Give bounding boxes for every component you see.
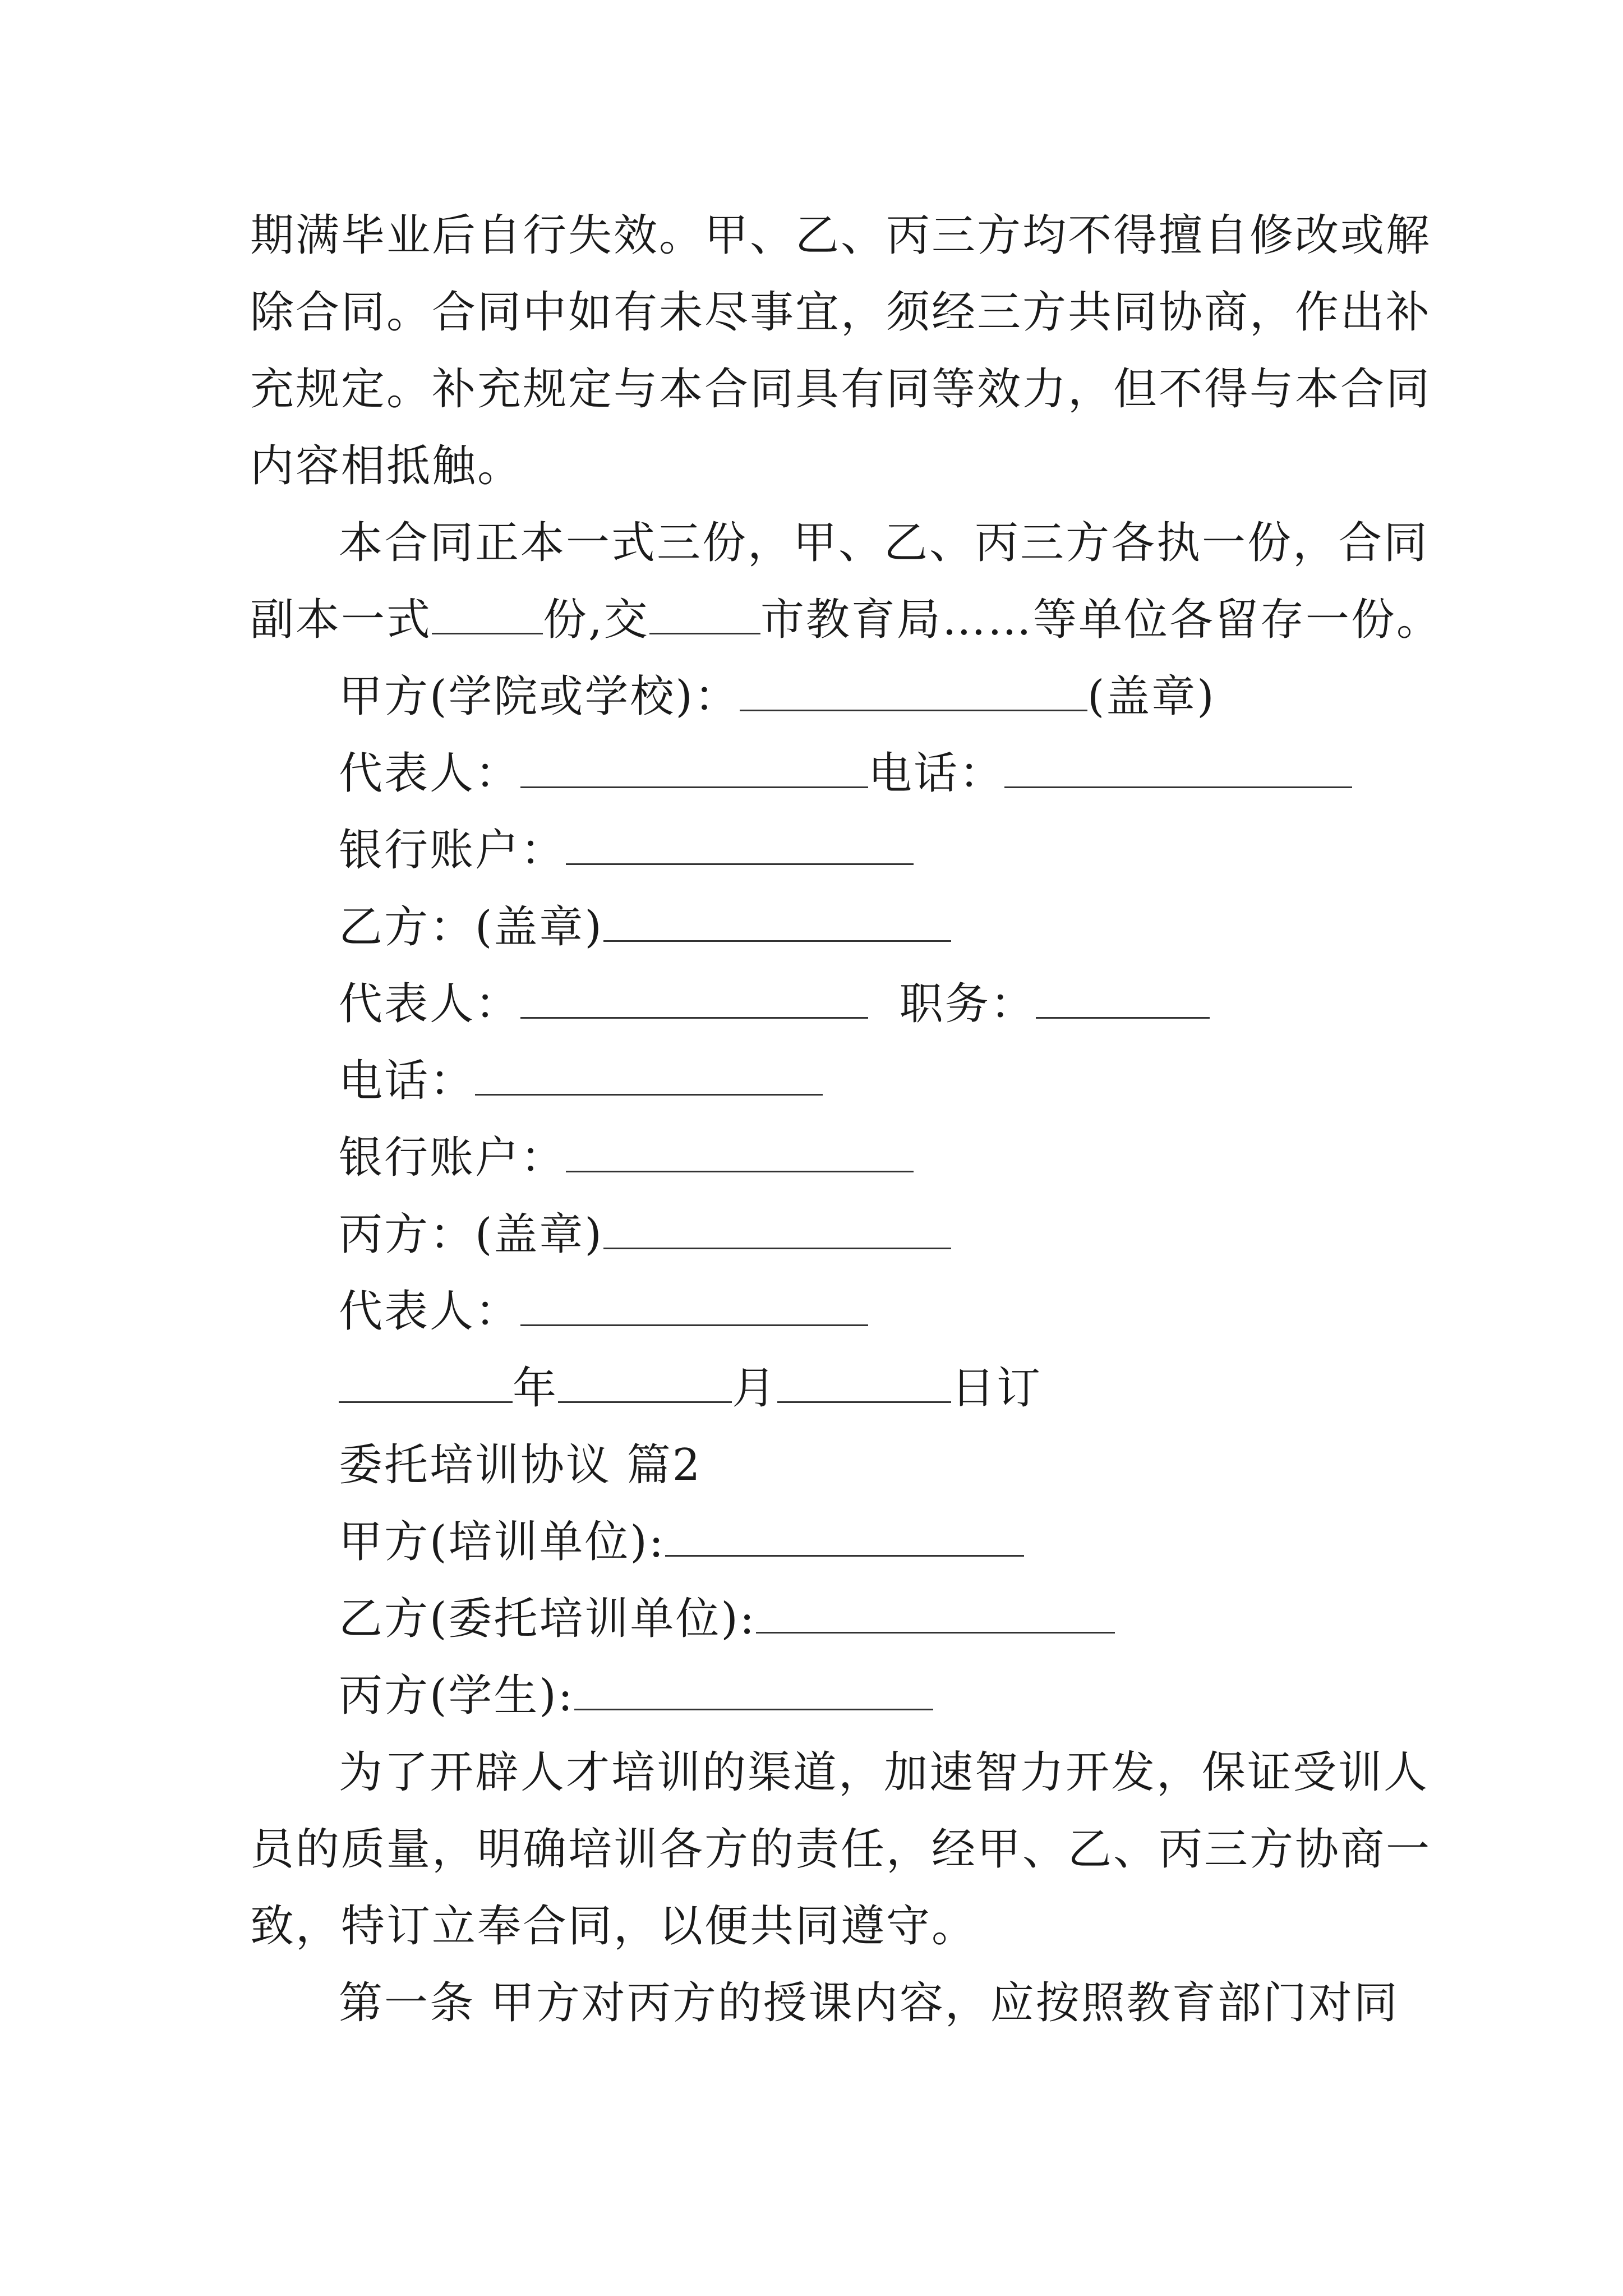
party-a-label: 甲方(学院或学校)： bbox=[339, 671, 740, 722]
bank-label: 银行账户： bbox=[339, 825, 566, 876]
party-b-phone-line bbox=[339, 1054, 823, 1108]
s2-party-b-line bbox=[339, 1592, 1115, 1646]
section-title: 委托培训协议 篇2 bbox=[339, 1440, 702, 1490]
paragraph-line: 本合同正本一式三份，甲、乙、丙三方各执一份，合同 bbox=[339, 518, 1430, 568]
phone-blank bbox=[475, 1056, 823, 1096]
day-label: 日订 bbox=[951, 1363, 1043, 1414]
phone-blank bbox=[1004, 748, 1352, 788]
month-blank bbox=[558, 1363, 732, 1403]
rep-blank bbox=[520, 1286, 868, 1326]
city-blank bbox=[649, 595, 760, 634]
month-label: 月 bbox=[732, 1363, 778, 1414]
paragraph-line: 致，特订立奉合同，以便共同遵守。 bbox=[250, 1901, 978, 1952]
party-a-seal: (盖章) bbox=[1087, 671, 1216, 722]
phone-label: 电话： bbox=[339, 1056, 476, 1106]
s2-party-c-label: 丙方(学生): bbox=[339, 1671, 575, 1721]
day-blank bbox=[777, 1363, 951, 1403]
year-blank bbox=[339, 1363, 513, 1403]
paragraph-line: 为了开辟人才培训的渠道，加速智力开发，保证受训人 bbox=[339, 1747, 1430, 1798]
party-c-rep-line bbox=[339, 1285, 868, 1338]
bank-blank bbox=[566, 825, 914, 865]
party-c-blank bbox=[603, 1209, 951, 1249]
copies-count-blank bbox=[432, 595, 543, 634]
s2-party-a-label: 甲方(培训单位): bbox=[339, 1517, 666, 1567]
s2-party-c-blank bbox=[574, 1671, 933, 1710]
s2-party-c-line bbox=[339, 1669, 933, 1723]
copies-text: 副本一式 bbox=[250, 595, 432, 645]
title-label: 职务： bbox=[899, 979, 1036, 1029]
party-a-blank bbox=[740, 671, 1087, 711]
phone-label: 电话： bbox=[868, 748, 1005, 799]
paragraph-line: 充规定。补充规定与本合同具有同等效力，但不得与本合同 bbox=[250, 364, 1432, 415]
party-b-label: 乙方：(盖章) bbox=[339, 902, 603, 953]
party-a-rep-line bbox=[339, 747, 1352, 800]
rep-label: 代表人： bbox=[339, 979, 521, 1029]
copies-text-2: 份,交 bbox=[543, 595, 649, 645]
paragraph-line: 员的质量，明确培训各方的责任，经甲、乙、丙三方协商一 bbox=[250, 1824, 1432, 1875]
party-a-line bbox=[339, 670, 1216, 724]
party-b-rep-line bbox=[339, 977, 1210, 1031]
article-line: 第一条 甲方对丙方的授课内容，应按照教育部门对同 bbox=[339, 1978, 1399, 2028]
copies-line bbox=[250, 593, 1442, 647]
rep-label: 代表人： bbox=[339, 1286, 521, 1337]
copies-text-3: 市教育局……等单位各留存一份。 bbox=[760, 595, 1442, 645]
s2-party-b-blank bbox=[756, 1594, 1115, 1634]
s2-party-a-line bbox=[339, 1515, 1024, 1569]
party-b-bank-line bbox=[339, 1131, 914, 1185]
party-b-blank bbox=[603, 902, 951, 942]
party-c-label: 丙方：(盖章) bbox=[339, 1209, 603, 1260]
party-c-line bbox=[339, 1208, 951, 1262]
date-line bbox=[339, 1361, 1042, 1415]
rep-blank bbox=[520, 748, 868, 788]
bank-label: 银行账户： bbox=[339, 1133, 566, 1183]
paragraph-line: 内容相抵触。 bbox=[250, 441, 523, 491]
rep-label: 代表人： bbox=[339, 748, 521, 799]
paragraph-line: 除合同。合同中如有未尽事宜，须经三方共同协商，作出补 bbox=[250, 287, 1432, 338]
party-b-line bbox=[339, 900, 951, 954]
rep-blank bbox=[520, 979, 868, 1019]
year-label: 年 bbox=[513, 1363, 559, 1414]
paragraph-line: 期满毕业后自行失效。甲、乙、丙三方均不得擅自修改或解 bbox=[250, 210, 1432, 261]
s2-party-b-label: 乙方(委托培训单位): bbox=[339, 1594, 757, 1644]
title-blank bbox=[1036, 979, 1210, 1019]
s2-party-a-blank bbox=[665, 1517, 1024, 1557]
party-a-bank-line bbox=[339, 823, 914, 877]
bank-blank bbox=[566, 1133, 914, 1172]
